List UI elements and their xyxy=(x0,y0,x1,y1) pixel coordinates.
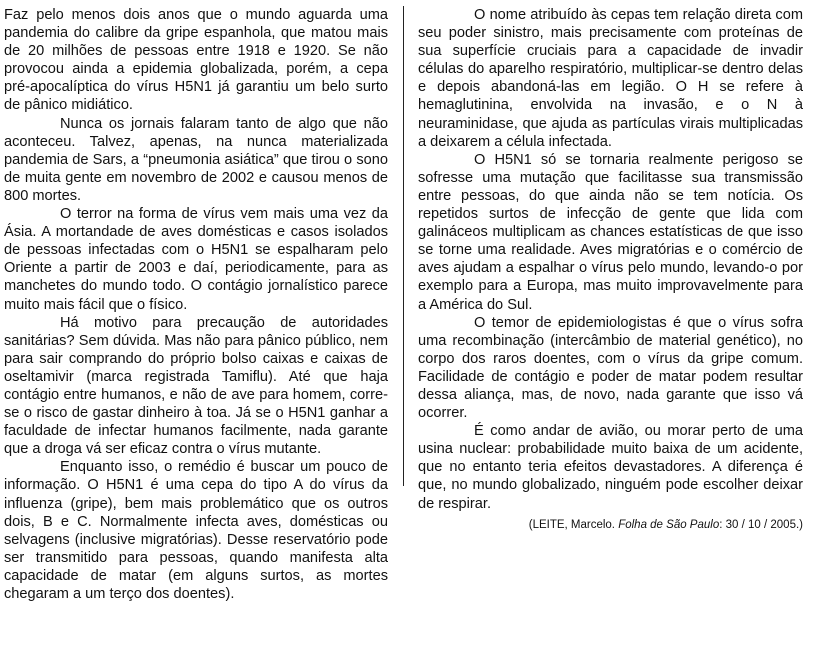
paragraph-4: Há motivo para precaução de autoridades sanitárias? Sem dúvida. Mas não para pânico público, nem para sair comprando do próprio bolso caixas e caixas de oseltamivir (marca registrada Tamiflu). Até que haja contágio entre humanos, e não de ave para homem, corre-se o risco de gastar dinheiro à toa. Já se o H5N1 ganhar a faculdade de infectar humanos facilmente, nada garante que a droga vá ser eficaz contra o vírus mutante. xyxy=(4,314,388,458)
paragraph-3: O terror na forma de vírus vem mais uma vez da Ásia. A mortandade de aves domésticas e casos isolados de pessoas infectadas com o H5N1 se espalharam pelo Oriente a partir de 2003 e daí, periodicamente, para as manchetes do mundo todo. O contágio jornalístico parece muito mais fácil que o físico. xyxy=(4,206,388,313)
paragraph-9: É como andar de avião, ou morar perto de uma usina nuclear: probabilidade muito baixa de um acidente, que no entanto teria efeitos devastadores. A diferença é que, no mundo globalizado, ninguém pode escolher deixar de respirar. xyxy=(418,423,803,512)
citation-source: Folha de São Paulo xyxy=(618,518,720,531)
paragraph-6: O nome atribuído às cepas tem relação direta com seu poder sinistro, mais precisamente com proteínas de sua superfície cruciais para a capacidade de invadir células do aparelho respiratório, multiplicar-se dentro delas e depois abandoná-las em legião. O H se refere à hemaglutinina, envolvida na invasão, e o N à neuraminidase, que ajuda as partículas virais multiplicadas a deixarem a célula infectada. xyxy=(418,7,803,150)
paragraph-8: O temor de epidemiologistas é que o vírus sofra uma recombinação (intercâmbio de material genético), no corpo dos raros doentes, com o vírus da gripe comum. Facilidade de contágio e poder de matar podem resultar dessa aliança, mas, de novo, nada garante que isso vá ocorrer. xyxy=(418,314,803,422)
citation xyxy=(418,518,803,533)
citation-prefix: (LEITE, Marcelo. xyxy=(528,518,619,531)
right-column xyxy=(418,6,803,533)
citation-suffix: : 30 / 10 / 2005.) xyxy=(719,518,803,531)
left-column xyxy=(4,6,388,603)
paragraph-7: O H5N1 só se tornaria realmente perigoso se sofresse uma mutação que facilitasse sua transmissão entre pessoas, do que ainda não se tem notícia. Os repetidos surtos de infecção de gente que lida com galináceos multiplicam as chances estatísticas de que isso se torne uma realidade. Aves migratórias e o comércio de aves ajudam a espalhar o vírus pelo mundo, levando-o por exemplo para a Europa, mas muito improvavelmente para a América do Sul. xyxy=(418,151,803,313)
column-divider xyxy=(403,6,404,486)
paragraph-2: Nunca os jornais falaram tanto de algo que não aconteceu. Talvez, apenas, na nunca materializada pandemia de Sars, a “pneumonia asiática” que tirou o sono de muita gente em novembro de 2002 e causou menos de 800 mortes. xyxy=(4,115,388,204)
paragraph-5: Enquanto isso, o remédio é buscar um pouco de informação. O H5N1 é uma cepa do tipo A do vírus da influenza (gripe), bem mais problemático que os outros dois, B e C. Normalmente infecta aves, domésticas ou selvagens (inclusive migratórias). Desse reservatório pode ser transmitido para pessoas, quando manifesta alta capacidade de matar (em alguns surtos, as mortes chegaram a um terço dos doentes). xyxy=(4,459,388,602)
paragraph-1: Faz pelo menos dois anos que o mundo aguarda uma pandemia do calibre da gripe espanhola, que matou mais de 20 milhões de pessoas entre 1918 e 1920. Se não provocou ainda a epidemia globalizada, porém, a cepa pré-apocalíptica do vírus H5N1 já garantiu um belo surto de pânico midiático. xyxy=(4,7,388,114)
